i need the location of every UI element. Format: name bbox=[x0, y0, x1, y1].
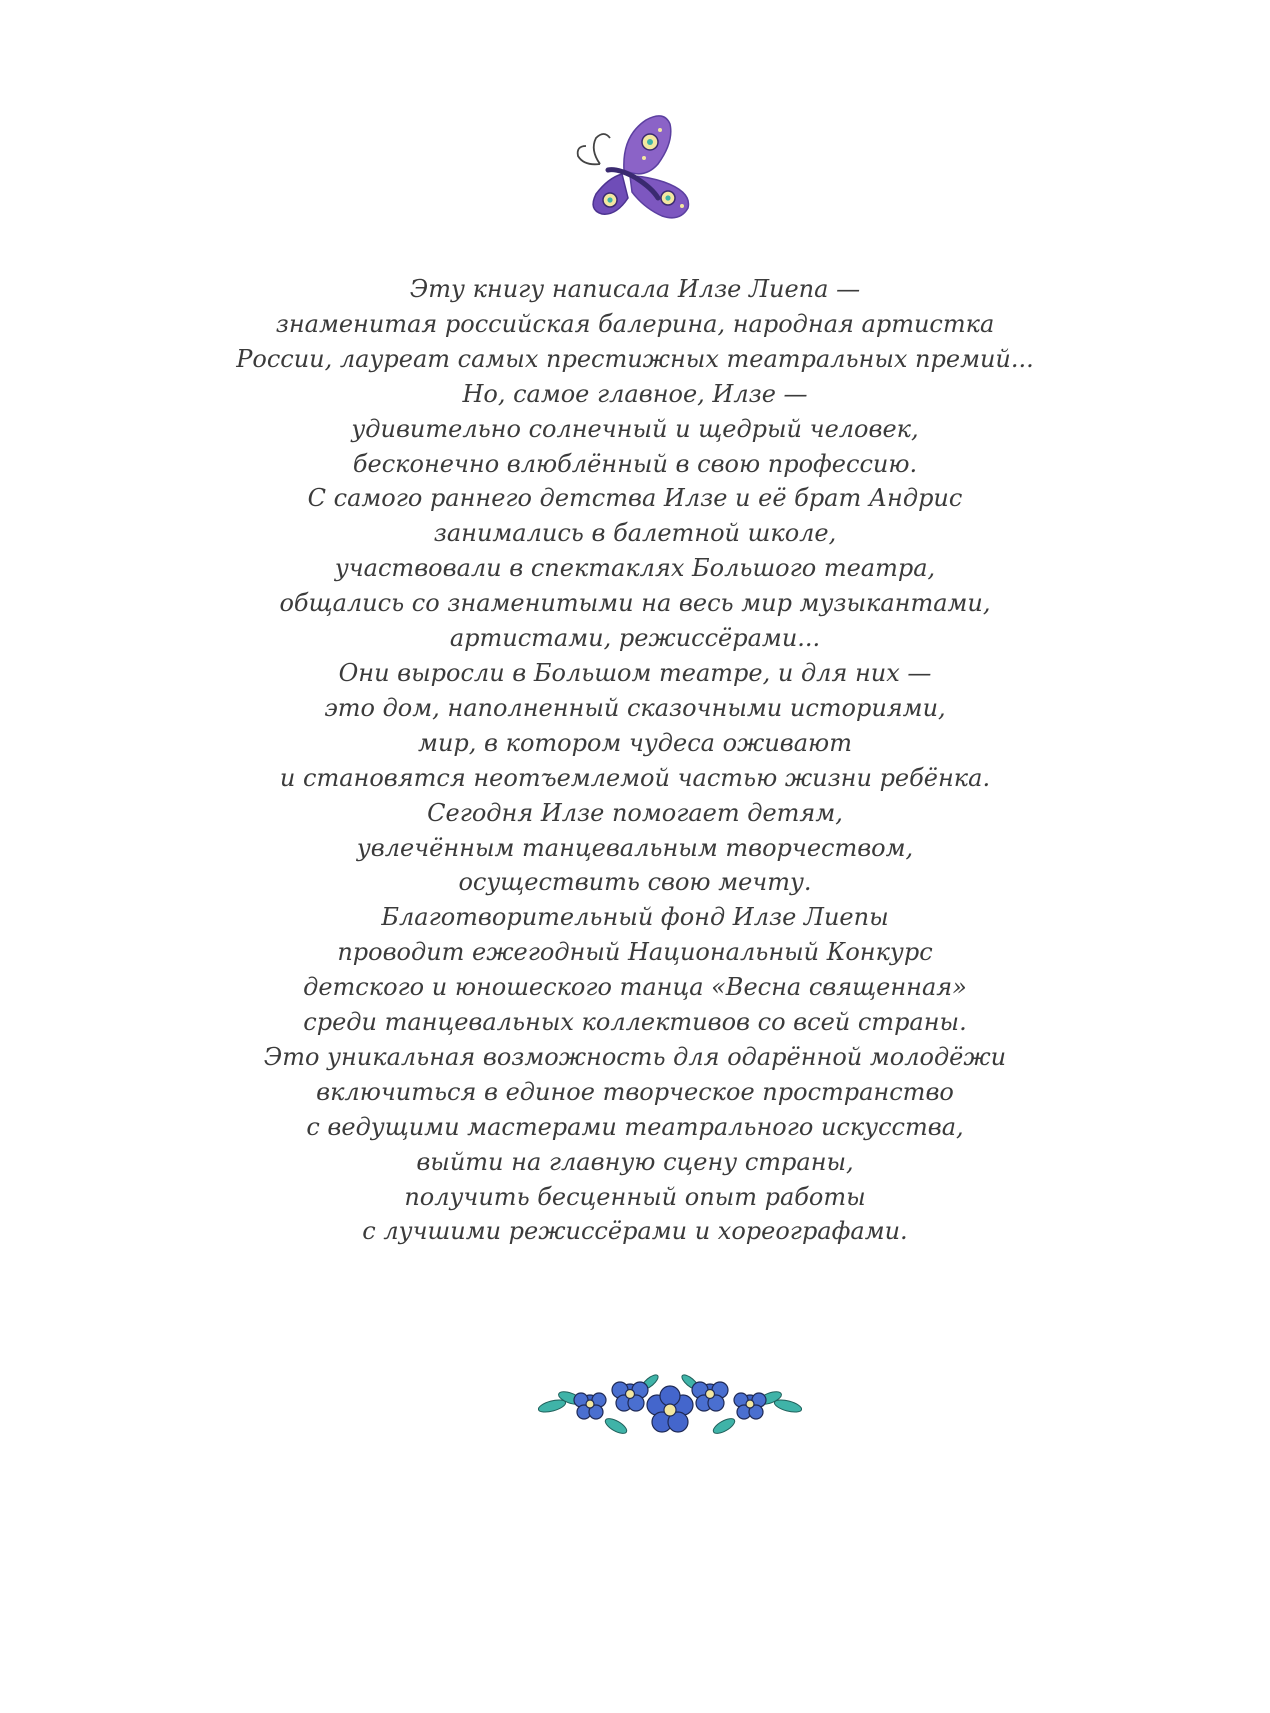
text-line: с ведущими мастерами театрального искусства, bbox=[306, 1112, 964, 1141]
text-line: и становятся неотъемлемой частью жизни ребёнка. bbox=[279, 763, 991, 792]
text-line: с лучшими режиссёрами и хореографами. bbox=[362, 1217, 908, 1246]
dedication-text bbox=[135, 272, 1135, 1249]
flower-garland-icon bbox=[530, 1360, 810, 1454]
text-line: проводит ежегодный Национальный Конкурс bbox=[337, 938, 933, 967]
text-line: мир, в котором чудеса оживают bbox=[418, 728, 852, 757]
butterfly-icon bbox=[560, 112, 720, 228]
text-line: С самого раннего детства Илзе и её брат Андрис bbox=[307, 484, 963, 513]
text-line: артистами, режиссёрами... bbox=[449, 624, 821, 653]
text-line: среди танцевальных коллективов со всей страны. bbox=[303, 1008, 967, 1037]
text-line: России, лауреат самых престижных театральных премий... bbox=[236, 344, 1034, 373]
text-line: бесконечно влюблённый в свою профессию. bbox=[352, 449, 918, 478]
text-line: общались со знаменитыми на весь мир музыкантами, bbox=[279, 589, 991, 618]
text-line: участвовали в спектаклях Большого театра, bbox=[334, 554, 936, 583]
text-line: знаменитая российская балерина, народная артистка bbox=[275, 309, 995, 338]
text-line: включиться в единое творческое пространство bbox=[316, 1077, 954, 1106]
text-line: осуществить свою мечту. bbox=[458, 868, 812, 897]
text-line: Сегодня Илзе помогает детям, bbox=[427, 798, 843, 827]
text-line: это дом, наполненный сказочными историями, bbox=[324, 693, 946, 722]
text-line: детского и юношеского танца «Весна священная» bbox=[303, 973, 967, 1002]
text-line: Это уникальная возможность для одарённой молодёжи bbox=[263, 1042, 1007, 1071]
text-line: получить бесценный опыт работы bbox=[404, 1182, 866, 1211]
text-line: Но, самое главное, Илзе — bbox=[462, 379, 808, 408]
text-line: занимались в балетной школе, bbox=[433, 519, 837, 548]
text-line: Благотворительный фонд Илзе Лиепы bbox=[381, 903, 889, 932]
text-line: увлечённым танцевальным творчеством, bbox=[356, 833, 914, 862]
text-line: Эту книгу написала Илзе Лиепа — bbox=[409, 275, 861, 303]
text-line: удивительно солнечный и щедрый человек, bbox=[351, 414, 919, 443]
text-line: выйти на главную сцену страны, bbox=[416, 1147, 854, 1176]
text-line: Они выросли в Большом театре, и для них — bbox=[338, 658, 932, 687]
